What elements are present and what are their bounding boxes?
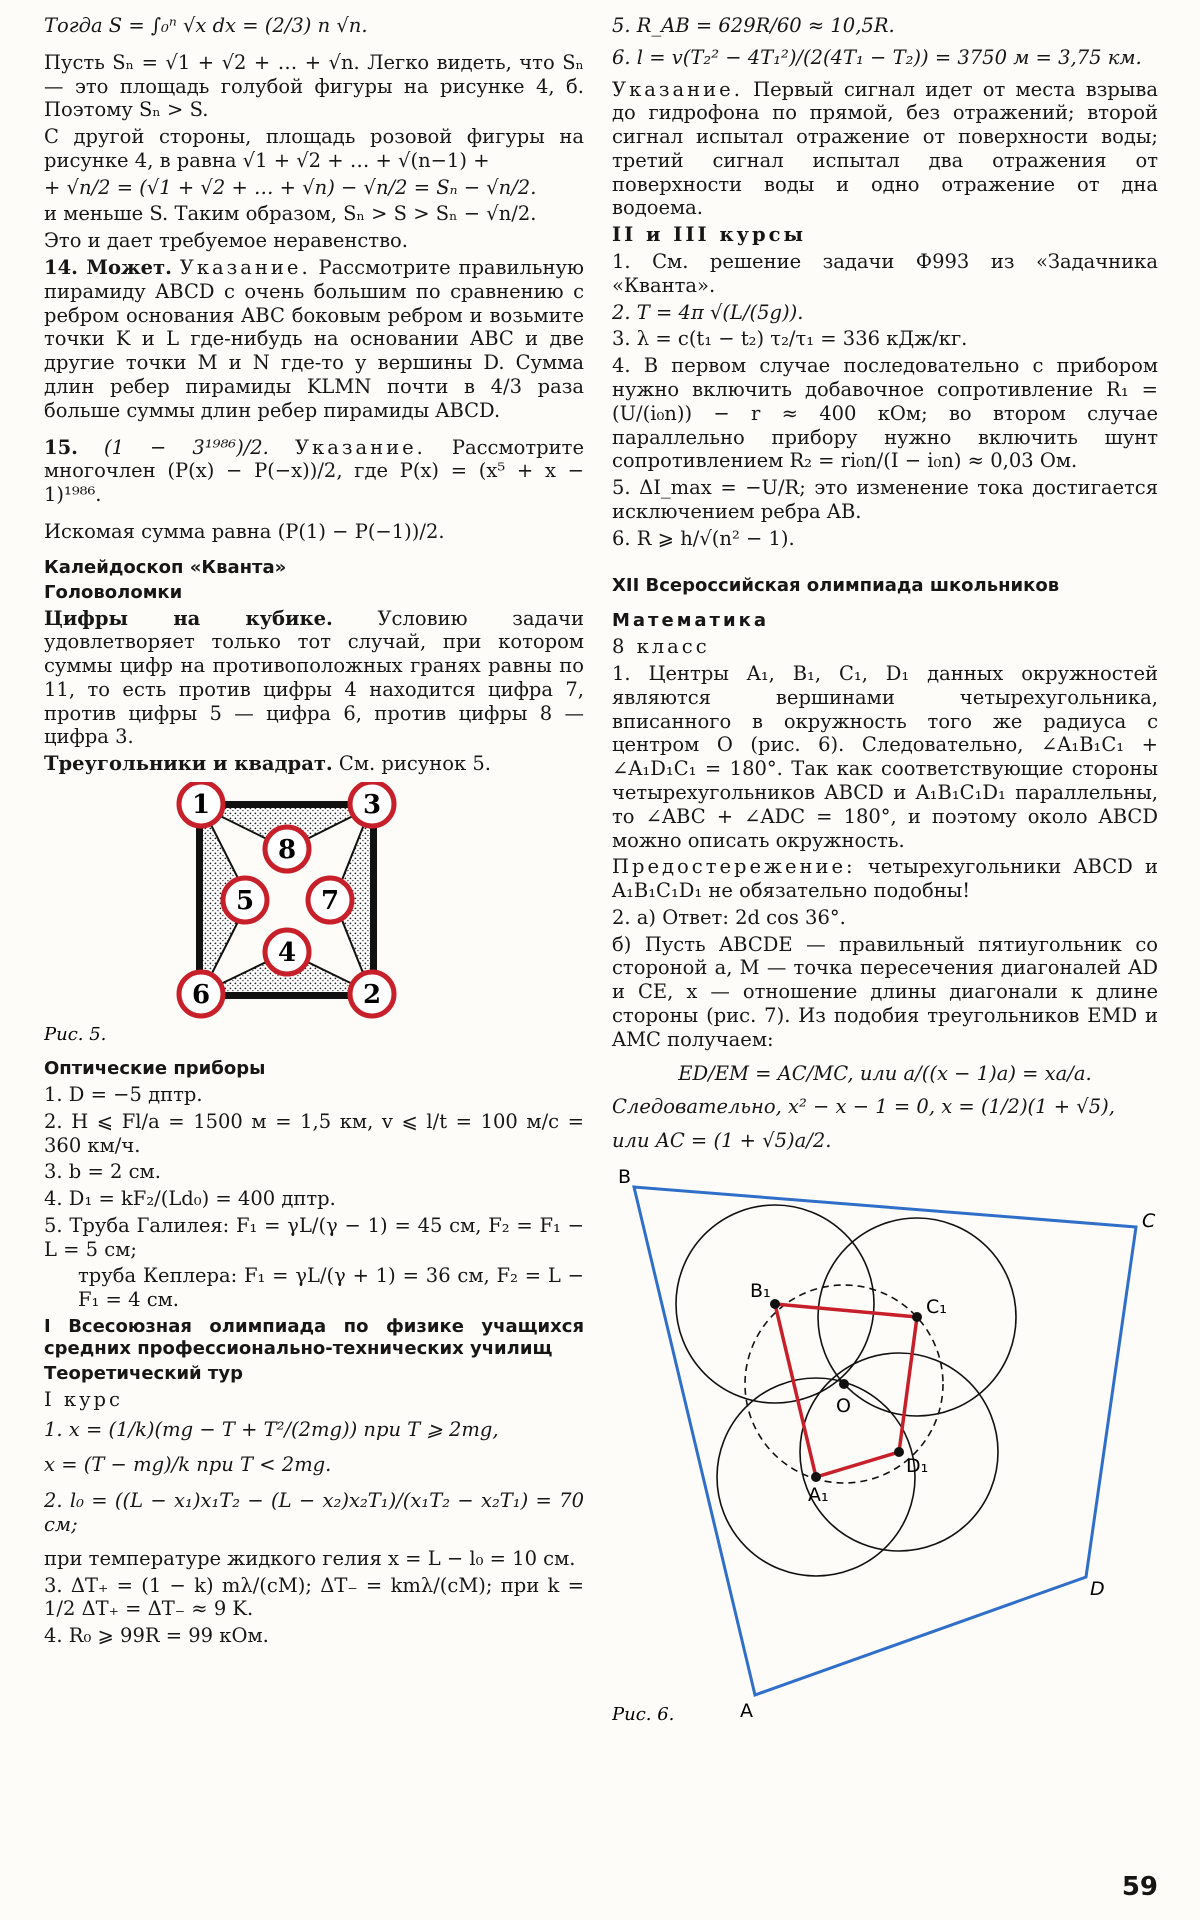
answer-15 [44, 436, 584, 507]
hint-label: Указание. [179, 256, 311, 280]
point-label: B [618, 1166, 632, 1188]
olympiad-heading: I Всесоюзная олимпиада по физике учащихся средних профессионально-технических училищ [44, 1315, 584, 1359]
point-label: O [836, 1394, 851, 1417]
optics-item: 2. H ⩽ Fl/a = 1500 м = 1,5 км, v ⩽ l/t = 100 м/с = 360 км/ч. [44, 1109, 584, 1157]
answer-14 [44, 256, 584, 422]
number-label: 3 [362, 790, 382, 820]
point-label: B₁ [750, 1279, 771, 1302]
pink-figure-paragraph: С другой стороны, площадь розовой фигуры на рисунке 4, в равна √1 + √2 + … + √(n−1) + [44, 125, 584, 172]
figure-6-drawing [612, 1167, 1158, 1727]
figure-5-drawing [44, 782, 584, 1048]
course-1-item: 1. x = (1/k)(mg − T + T²/(2mg)) при T ⩾ 2mg, [44, 1417, 499, 1441]
number-label: 5 [235, 886, 255, 916]
triangles-text: См. рисунок 5. [338, 752, 491, 776]
math-heading: Математика [612, 610, 769, 632]
answer-5: 5. R_AB = 629R/60 ≈ 10,5R. [612, 14, 895, 37]
sn-paragraph: Пусть Sₙ = √1 + √2 + … + √n. Легко видеть, что Sₙ — это площадь голубой фигуры на рисунке 4, б. Поэтому Sₙ > S. [44, 50, 584, 122]
grade-heading: 8 класс [612, 635, 710, 659]
sum-formula: + √n/2 = (√1 + √2 + … + √n) − √n/2 = Sₙ − √n/2. [44, 175, 537, 199]
left-column [44, 14, 584, 1651]
point-label: C [1142, 1209, 1156, 1232]
math-answer-2b: б) Пусть ABCDE — правильный пятиугольник со стороной a, M — точка пересечения диагоналей AD и CE, x — отношение длины диагонали к длине стороны (рис. 7). Из подобия треугольников EMD и AMC получаем: [612, 932, 1158, 1051]
point-label: D [1090, 1577, 1105, 1600]
xii-olympiad-heading: XII Всероссийская олимпиада школьников [612, 575, 1060, 597]
figure-6-caption: Рис. 6. [612, 1703, 675, 1725]
course-23-item: 5. ΔI_max = −U/R; это изменение тока достигается исключением ребра AB. [612, 476, 1158, 523]
cube-digits-text: Условию задачи удовлетворяет только тот случай, при котором суммы цифр на противоположных гранях равны по 11, то есть против цифры 4 находится цифра 7, против цифры 5 — цифра 6, против цифры 8 — цифра 3. [44, 606, 585, 749]
right-column [612, 14, 1158, 1727]
answer-14-number: 14. Может. [44, 256, 172, 280]
kaleidoscope-heading: Калейдоскоп «Кванта» [44, 556, 287, 578]
integral-paragraph: Тогда S = ∫₀ⁿ √x dx = (2/3) n √n. [44, 14, 368, 37]
course-23-item: 1. См. решение задачи Ф993 из «Задачника «Кванта». [612, 250, 1158, 297]
course-1-item: при температуре жидкого гелия x = L − l₀ = 10 см. [44, 1546, 576, 1570]
point-label: A₁ [808, 1483, 829, 1506]
similarity-formula: ED/EM = AC/MC, или a/((x − 1)a) = xa/a. [678, 1061, 1092, 1085]
hint-paragraph [612, 78, 1158, 221]
math-answer-1: 1. Центры A₁, B₁, C₁, D₁ данных окружностей являются вершинами четырехугольника, вписанного в окружность того же радиуса с центром O (рис. 6). Следовательно, ∠A₁B₁C₁ + ∠A₁D₁C₁ = 180°. Так как соответствующие стороны четырехугольников ABCD и A₁B₁C₁D₁ параллельны, то ∠ABC + ∠ADC = 180°, и поэтому около ABCD можно описать окружность. [612, 662, 1158, 852]
cube-digits-paragraph [44, 607, 584, 750]
sum-result: Искомая сумма равна (P(1) − P(−1))/2. [44, 519, 445, 543]
course-23-item: 4. В первом случае последовательно с прибором нужно включить добавочное сопротивление R₁ = (U/(i₀n)) − r ≈ 400 кОм; во втором случае параллельно прибору нужно включить шунт сопротивлением R₂ = ri₀n/(I − i₀n) ≈ 0,03 Ом. [612, 354, 1158, 473]
answer-6: 6. l = v(T₂² − 4T₁²)/(2(4T₁ − T₂)) = 3750 м = 3,75 км. [612, 45, 1142, 69]
course-1-item: 2. l₀ = ((L − x₁)x₁T₂ − (L − x₂)x₂T₁)/(x₁T₂ − x₂T₁) = 70 см; [44, 1489, 584, 1536]
course-23-item: 2. T = 4π √(L/(5g)). [612, 300, 804, 324]
course-23-heading: II и III курсы [612, 223, 807, 247]
course-23-item: 3. λ = c(t₁ − t₂) τ₂/τ₁ = 336 кДж/кг. [612, 327, 968, 351]
course-1-item: 4. R₀ ⩾ 99R = 99 кОм. [44, 1624, 269, 1648]
number-label: 2 [362, 980, 382, 1010]
course-1-item: x = (T − mg)/k при T < 2mg. [44, 1453, 332, 1477]
conclusion-paragraph: Это и дает требуемое неравенство. [44, 229, 408, 253]
math-answer-2a: 2. а) Ответ: 2d cos 36°. [612, 905, 846, 929]
warning-text: четырехугольники ABCD и A₁B₁C₁D₁ не обязательно подобны! [612, 855, 1158, 903]
point-label: C₁ [926, 1295, 947, 1318]
warning-paragraph [612, 855, 1158, 903]
answer-15-fraction: (1 − 3¹⁹⁸⁶)/2. [103, 435, 269, 459]
hint-label: Указание. [612, 77, 743, 101]
hint-text: Первый сигнал идет от места взрыва до гидрофона по прямой, без отражений; второй сигнал испытал отражение от поверхности воды; третий сигнал испытал два отражения от поверхности воды и одно отражение от дна водоема. [612, 77, 1158, 220]
answer-14-text: Рассмотрите правильную пирамиду ABCD с очень большим по сравнению с ребром основания ABC боковым ребром и возьмите точки K и L где-нибудь на основании ABC и две другие точки M и N где-то у вершины D. Сумма длин ребер пирамиды KLMN почти в 4/3 раза больше суммы длин ребер пирамиды ABCD. [44, 256, 584, 422]
ac-formula: или AC = (1 + √5)a/2. [612, 1129, 832, 1153]
optics-item: 3. b = 2 см. [44, 1160, 161, 1184]
course-1-item: 3. ΔT₊ = (1 − k) mλ/(cM); ΔT₋ = kmλ/(cM); при k = 1/2 ΔT₊ = ΔT₋ ≈ 9 K. [44, 1573, 584, 1621]
optics-heading: Оптические приборы [44, 1058, 266, 1079]
number-label: 6 [191, 980, 211, 1010]
optics-item: труба Кеплера: F₁ = γL/(γ + 1) = 36 см, F₂ = L − F₁ = 4 см. [78, 1264, 584, 1312]
warning-label: Предостережение: [612, 855, 856, 879]
quadratic-formula: Следовательно, x² − x − 1 = 0, x = (1/2)(1 + √5), [612, 1095, 1115, 1119]
optics-item: 4. D₁ = kF₂/(Ld₀) = 400 дптр. [44, 1187, 336, 1211]
figure-6 [612, 1167, 1158, 1727]
answer-15-text: Рассмотрите многочлен (P(x) − P(−x))/2, где P(x) = (x⁵ + x − 1)¹⁹⁸⁶. [44, 435, 584, 507]
figure-5 [44, 782, 584, 1048]
point-label: D₁ [906, 1454, 929, 1477]
course-1-heading: I курс [44, 1387, 123, 1411]
number-label: 4 [277, 938, 297, 968]
puzzles-heading: Головоломки [44, 581, 183, 603]
cube-digits-title: Цифры на кубике. [44, 606, 333, 630]
number-label: 1 [191, 790, 211, 820]
triangles-paragraph [44, 752, 584, 776]
hint-label: Указание. [294, 435, 426, 459]
optics-item: 5. Труба Галилея: F₁ = γL/(γ − 1) = 45 см, F₂ = F₁ − L = 5 см; [44, 1213, 584, 1261]
page-number: 59 [1121, 1872, 1158, 1902]
number-label: 8 [277, 835, 297, 865]
number-label: 7 [320, 886, 340, 916]
figure-5-caption: Рис. 5. [44, 1024, 107, 1045]
theory-heading: Теоретический тур [44, 1362, 243, 1384]
course-23-item: 6. R ⩾ h/√(n² − 1). [612, 526, 795, 550]
triangles-title: Треугольники и квадрат. [44, 752, 333, 776]
inequality-paragraph: и меньше S. Таким образом, Sₙ > S > Sₙ − √n/2. [44, 202, 537, 226]
point-label: A [740, 1699, 753, 1722]
optics-item: 1. D = −5 дптр. [44, 1082, 203, 1106]
answer-15-number: 15. [44, 435, 78, 459]
